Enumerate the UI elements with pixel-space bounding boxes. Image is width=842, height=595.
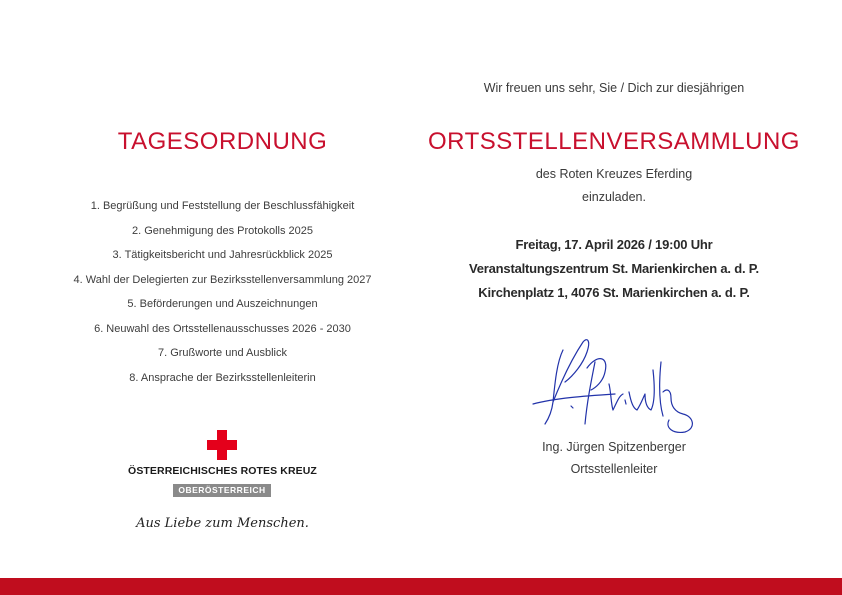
agenda-item: 4. Wahl der Delegierten zur Bezirksstellenversammlung 2027 [73, 273, 372, 286]
agenda-item: 7. Grußworte und Ausblick [157, 347, 287, 359]
signer-name: Ing. Jürgen Spitzenberger [542, 440, 686, 454]
agenda-item: 1. Begrüßung und Feststellung der Beschlussfähigkeit [90, 200, 355, 212]
meeting-title: ORTSSTELLENVERSAMMLUNG [428, 128, 800, 155]
footer-bar [0, 578, 842, 595]
agenda-item: 6. Neuwahl des Ortsstellenausschusses 2026 - 2030 [94, 322, 351, 335]
agenda-item: 2. Genehmigung des Protokolls 2025 [131, 224, 313, 237]
logo-region-badge: OBERÖSTERREICH [173, 484, 271, 497]
invitation-closing: einzuladen. [582, 190, 646, 204]
event-venue: Veranstaltungszentrum St. Marienkirchen a. d. P. [469, 261, 759, 276]
agenda-list [40, 198, 405, 394]
invitation-intro: Wir freuen uns sehr, Sie / Dich zur diesjährigen [483, 81, 745, 95]
handwritten-signature [525, 332, 705, 442]
event-date-time: Freitag, 17. April 2026 / 19:00 Uhr [515, 237, 713, 252]
event-address: Kirchenplatz 1, 4076 St. Marienkirchen a. d. P. [478, 285, 750, 300]
logo-organization-name: ÖSTERREICHISCHES ROTES KREUZ [128, 465, 317, 477]
agenda-item: 3. Tätigkeitsbericht und Jahresrückblick 2025 [112, 249, 333, 261]
logo-slogan: Aus Liebe zum Menschen. [136, 516, 309, 531]
agenda-item: 5. Beförderungen und Auszeichnungen [127, 298, 318, 310]
agenda-item: 8. Ansprache der Bezirksstellenleiterin [129, 371, 316, 384]
invitation-organization: des Roten Kreuzes Eferding [535, 167, 693, 181]
red-cross-icon [207, 430, 237, 460]
signer-role: Ortsstellenleiter [570, 462, 658, 476]
agenda-title: TAGESORDNUNG [117, 128, 328, 155]
